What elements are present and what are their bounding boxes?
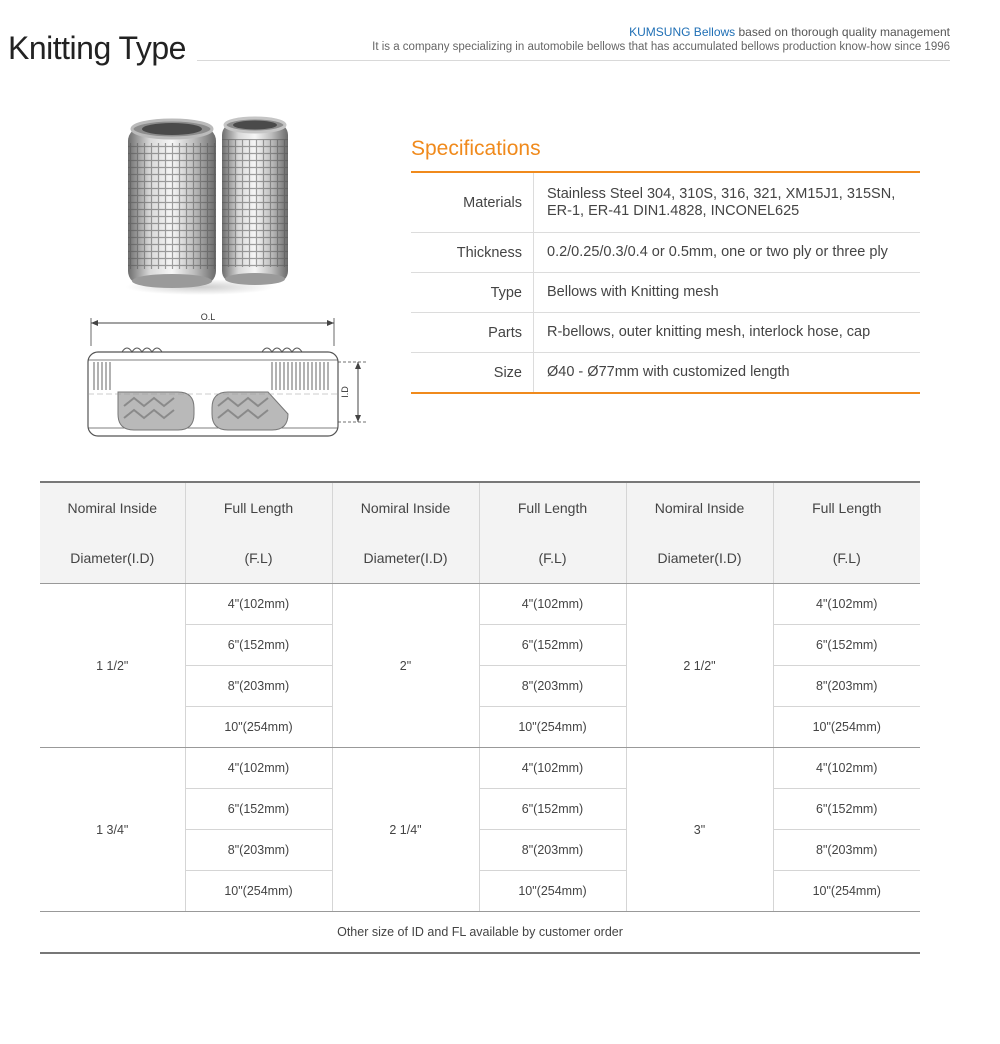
length-cell: 6"(152mm) [185, 789, 332, 830]
length-cell: 6"(152mm) [185, 625, 332, 666]
spec-value: 0.2/0.25/0.3/0.4 or 0.5mm, one or two ply or three ply [534, 233, 921, 273]
size-table-header-row [40, 482, 920, 533]
table-row [40, 748, 920, 789]
size-table [40, 481, 920, 954]
length-cell: 4"(102mm) [479, 584, 626, 625]
brand-name: KUMSUNG Bellows [629, 25, 736, 39]
spec-label: Parts [411, 313, 534, 353]
brand-suffix: based on thorough quality management [735, 25, 950, 39]
size-table-header-row [40, 533, 920, 584]
diameter-cell: 1 1/2" [40, 584, 185, 748]
length-cell: 10"(254mm) [185, 871, 332, 912]
spec-row-size [411, 353, 920, 394]
page-title: Knitting Type [8, 30, 186, 66]
column-header: Nomiral Inside [40, 482, 185, 533]
length-cell: 4"(102mm) [479, 748, 626, 789]
spec-label: Materials [411, 172, 534, 233]
specifications-heading: Specifications [411, 137, 541, 160]
diameter-cell: 1 3/4" [40, 748, 185, 912]
length-cell: 6"(152mm) [773, 789, 920, 830]
id-label: I.D [340, 386, 350, 398]
length-cell: 6"(152mm) [479, 625, 626, 666]
column-header: Nomiral Inside [626, 482, 773, 533]
spec-value-line: Stainless Steel 304, 310S, 316, 321, XM15J1, 315SN, [547, 185, 896, 202]
diameter-cell: 3" [626, 748, 773, 912]
product-photo [120, 115, 295, 295]
length-cell: 6"(152mm) [773, 625, 920, 666]
spec-label: Thickness [411, 233, 534, 273]
ol-label: O.L [200, 312, 216, 322]
spec-value [534, 172, 921, 233]
diameter-cell: 2" [332, 584, 479, 748]
spec-label: Size [411, 353, 534, 394]
length-cell: 4"(102mm) [185, 584, 332, 625]
cross-section-diagram [82, 306, 372, 438]
column-header: (F.L) [185, 533, 332, 584]
length-cell: 10"(254mm) [479, 707, 626, 748]
column-header: Diameter(I.D) [40, 533, 185, 584]
length-cell: 4"(102mm) [773, 584, 920, 625]
length-cell: 8"(203mm) [479, 830, 626, 871]
spec-value: R-bellows, outer knitting mesh, interlock hose, cap [534, 313, 921, 353]
diameter-cell: 2 1/2" [626, 584, 773, 748]
length-cell: 10"(254mm) [479, 871, 626, 912]
column-header: Full Length [479, 482, 626, 533]
length-cell: 10"(254mm) [773, 707, 920, 748]
length-cell: 4"(102mm) [773, 748, 920, 789]
company-tagline: It is a company specializing in automobile bellows that has accumulated bellows production know-how since 1996 [372, 41, 950, 53]
column-header: Full Length [773, 482, 920, 533]
column-header: (F.L) [479, 533, 626, 584]
brand-line [629, 25, 950, 39]
length-cell: 10"(254mm) [773, 871, 920, 912]
spec-row-parts [411, 313, 920, 353]
length-cell: 10"(254mm) [185, 707, 332, 748]
spec-row-thickness [411, 233, 920, 273]
spec-value-line: ER-1, ER-41 DIN1.4828, INCONEL625 [547, 202, 800, 219]
technical-drawing [82, 306, 372, 438]
column-header: Nomiral Inside [332, 482, 479, 533]
length-cell: 8"(203mm) [185, 666, 332, 707]
length-cell: 8"(203mm) [773, 830, 920, 871]
spec-value: Bellows with Knitting mesh [534, 273, 921, 313]
column-header: Full Length [185, 482, 332, 533]
spec-label: Type [411, 273, 534, 313]
length-cell: 4"(102mm) [185, 748, 332, 789]
footer-note: Other size of ID and FL available by customer order [40, 912, 920, 954]
spec-row-materials [411, 172, 920, 233]
column-header: Diameter(I.D) [332, 533, 479, 584]
table-footer-row [40, 912, 920, 954]
column-header: (F.L) [773, 533, 920, 584]
table-row [40, 584, 920, 625]
diameter-cell: 2 1/4" [332, 748, 479, 912]
spec-row-type [411, 273, 920, 313]
spec-value: Ø40 - Ø77mm with customized length [547, 364, 790, 380]
specifications-table [411, 171, 920, 394]
length-cell: 6"(152mm) [479, 789, 626, 830]
length-cell: 8"(203mm) [185, 830, 332, 871]
length-cell: 8"(203mm) [479, 666, 626, 707]
length-cell: 8"(203mm) [773, 666, 920, 707]
title-divider [197, 60, 950, 61]
column-header: Diameter(I.D) [626, 533, 773, 584]
